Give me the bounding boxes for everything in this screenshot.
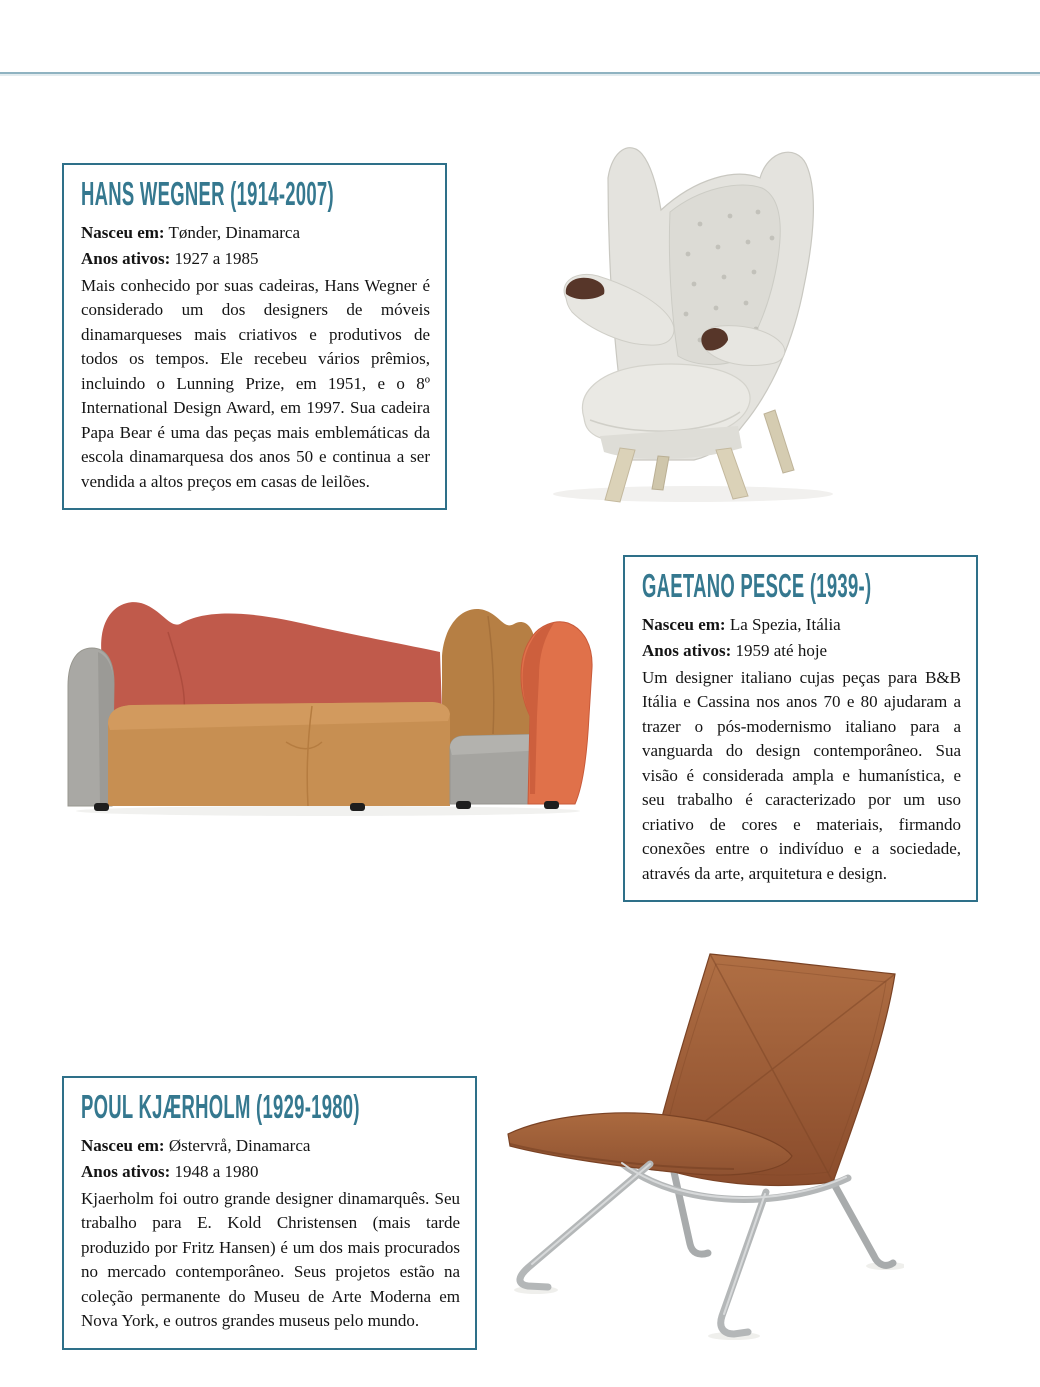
pk22-chair-photo xyxy=(502,938,904,1340)
designer-heading: POUL KJÆRHOLM (1929-1980) xyxy=(81,1088,360,1125)
active-years-value: 1959 até hoje xyxy=(735,640,828,660)
designer-bio: Mais conhecido por suas cadeiras, Hans Wegner é considerado um dos designers de móveis dinamarqueses mais criativos e produtivos de todos os tempos. Ele recebeu vários prêmios, incluindo o Lunning Prize, em 1951, e o 8º International Design Award, em 1997. Sua cadeira Papa Bear é uma das peças mais emblemáticas da escola dinamarquesa dos anos 50 e continua a ser vendida a altos preços em casas de leilões. xyxy=(81,275,430,491)
designer-box-hans-wegner xyxy=(62,163,447,510)
designer-bio: Kjaerholm foi outro grande designer dinamarquês. Seu trabalho para E. Kold Christensen (mais tarde produzido por Fritz Hansen) é um dos mais procurados no mercado contemporâneo. Seus projetos estão na coleção permanente do Museu de Arte Moderna em Nova York, e outros grandes museus pelo mundo. xyxy=(81,1188,460,1331)
active-years-label: Anos ativos: xyxy=(642,640,732,660)
born-value: Tønder, Dinamarca xyxy=(168,222,300,242)
born-value: Østervrå, Dinamarca xyxy=(168,1135,311,1155)
born-line xyxy=(642,612,961,638)
active-years-line xyxy=(81,246,430,272)
floor-shadows xyxy=(514,1262,904,1340)
designer-heading: HANS WEGNER (1914-2007) xyxy=(81,175,334,212)
modular-sofa-photo xyxy=(58,594,598,818)
red-backrest xyxy=(101,602,442,712)
modular-sofa-image xyxy=(58,594,598,818)
active-years-label: Anos ativos: xyxy=(81,248,171,268)
designer-bio: Um designer italiano cujas peças para B&B Itália e Cassina nos anos 70 e 80 ajudaram a trazer o pós-modernismo italiano para a vanguarda do design contemporâneo. Sua visão é considerada ampla e humanística, e seu trabalho é caracterizado por um uso criativo de cores e materiais, firmando conexões entre o indivíduo e a sociedade, através da arte, arquitetura e design. xyxy=(642,667,961,883)
active-years-line xyxy=(81,1159,460,1185)
active-years-value: 1927 a 1985 xyxy=(174,248,259,268)
born-line xyxy=(81,220,430,246)
active-years-label: Anos ativos: xyxy=(81,1161,171,1181)
born-label: Nasceu em: xyxy=(642,614,726,634)
papa-bear-chair-image xyxy=(508,116,858,506)
papa-bear-chair-photo xyxy=(508,116,858,506)
born-label: Nasceu em: xyxy=(81,222,165,242)
active-years-line xyxy=(642,638,961,664)
designer-box-gaetano-pesce xyxy=(623,555,978,902)
designer-box-poul-kjaerholm xyxy=(62,1076,477,1350)
designer-heading: GAETANO PESCE (1939-) xyxy=(642,567,872,604)
born-label: Nasceu em: xyxy=(81,1135,165,1155)
born-line xyxy=(81,1133,460,1159)
pk22-chair-image xyxy=(502,938,904,1340)
born-value: La Spezia, Itália xyxy=(729,614,841,634)
floor-shadow xyxy=(76,806,580,816)
top-rule-divider xyxy=(0,72,1040,74)
active-years-value: 1948 a 1980 xyxy=(174,1161,259,1181)
floor-shadow xyxy=(553,486,833,502)
